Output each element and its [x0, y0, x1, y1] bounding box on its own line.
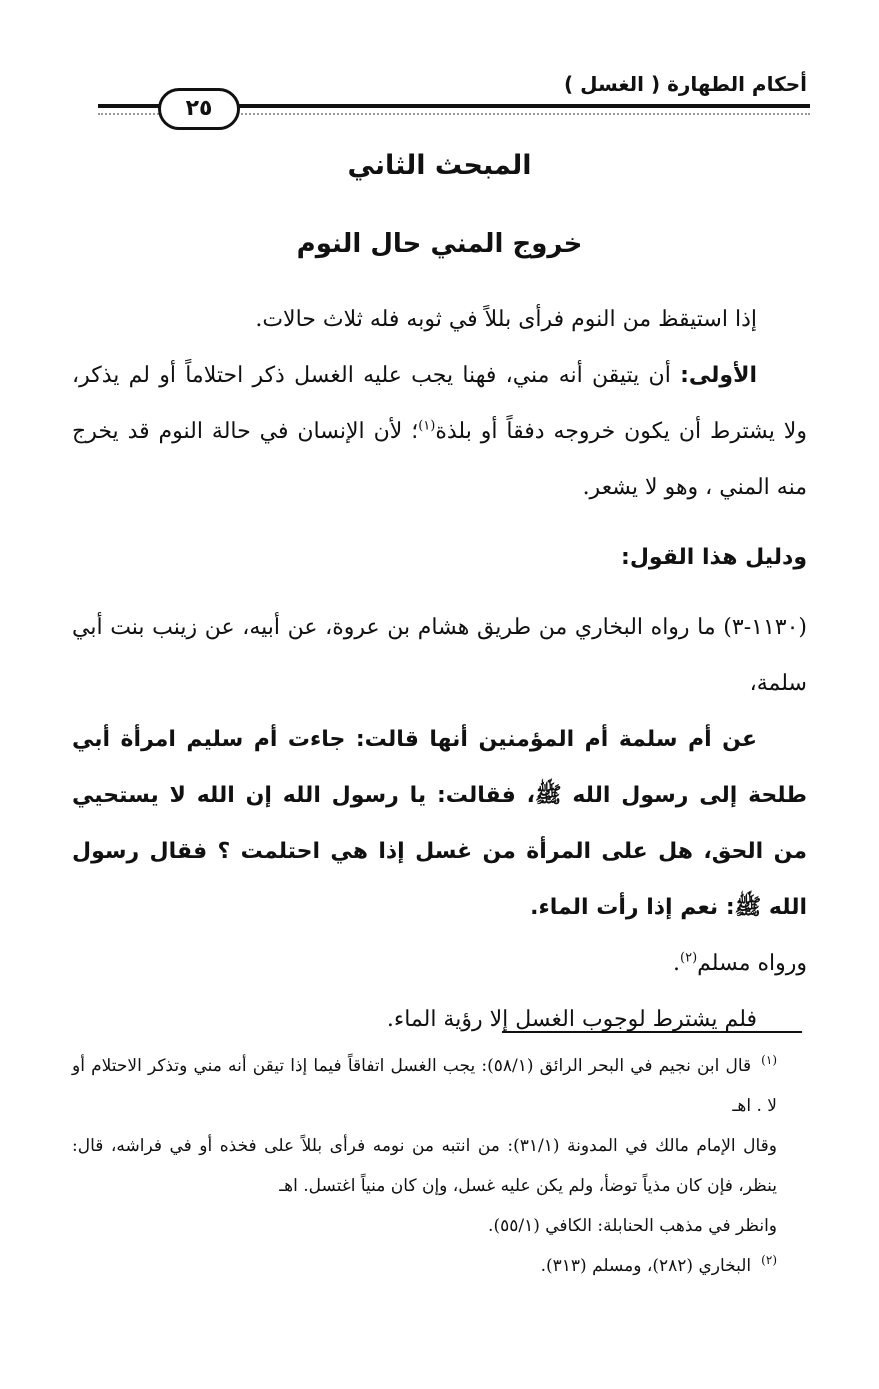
intro-paragraph: إذا استيقظ من النوم فرأى بللاً في ثوبه فله ثلاث حالات.: [255, 307, 757, 332]
footnote-2-number: (٢): [761, 1253, 777, 1268]
footnotes: [72, 1046, 807, 1286]
first-case-text-a: أن يتيقن أنه مني، فهنا يجب عليه الغسل ذكر احتلاماً أو لم يذكر، ولا يشترط أن يكون خروجه دفقاً أو بلذة: [72, 363, 807, 444]
body-text: [72, 292, 807, 1048]
muslim-text: ورواه مسلم: [697, 951, 807, 976]
first-case-text-b: ؛ لأن الإنسان في حالة النوم قد يخرج منه المني ، وهو لا يشعر.: [72, 419, 807, 500]
section-subtitle: خروج المني حال النوم: [296, 229, 583, 259]
footnote-ref-2[interactable]: (٢): [680, 950, 698, 966]
first-case-paragraph: [72, 348, 807, 516]
conclusion-paragraph: فلم يشترط لوجوب الغسل إلا رؤية الماء.: [386, 1007, 757, 1032]
evidence-heading: [72, 530, 807, 586]
footnote-1-hanabila: وانظر في مذهب الحنابلة: الكافي (٥٥/١).: [488, 1216, 777, 1236]
first-case-label: الأولى:: [680, 363, 757, 388]
footnote-separator: [502, 1031, 802, 1033]
hadith-text: عن أم سلمة أم المؤمنين أنها قالت: جاءت أم سليم امرأة أبي طلحة إلى رسول الله ﷺ، فقالت: يا رسول الله إن الله لا يستحيي من الحق، هل على المرأة من غسل إذا هي احتلمت ؟ فقال رسول الله ﷺ: نعم إذا رأت الماء.: [72, 727, 807, 920]
muslim-line: [72, 936, 807, 992]
hadith-reference: (١١٣٠-٣) ما رواه البخاري من طريق هشام بن عروة، عن أبيه، عن زينب بنت أبي سلمة،: [72, 615, 807, 696]
footnote-2-text: البخاري (٢٨٢)، ومسلم (٣١٣).: [540, 1256, 752, 1276]
footnote-ref-1[interactable]: (١): [418, 418, 436, 434]
section-title: المبحث الثاني: [347, 150, 532, 181]
footnote-1-number: (١): [761, 1053, 777, 1068]
muslim-end: .: [673, 951, 681, 976]
page-number-badge: ٢٥: [158, 88, 240, 130]
footnote-2: [72, 1246, 807, 1286]
footnote-1-malik: وقال الإمام مالك في المدونة (٣١/١): من انتبه من نومه فرأى بللاً على فخذه أو في فراشه، قال: ينظر، فإن كان مذياً توضأ، ولم يكن عليه غسل، وإن كان منياً اغتسل. اهـ: [72, 1136, 777, 1196]
evidence-heading-text: ودليل هذا القول:: [621, 545, 807, 570]
footnote-1: [72, 1046, 807, 1126]
running-header-title: أحكام الطهارة ( الغسل ): [564, 72, 807, 96]
footnote-1-text: قال ابن نجيم في البحر الرائق (٥٨/١): يجب الغسل اتفاقاً فيما إذا تيقن أنه مني وتذكر الاحتلام أو لا . اهـ: [72, 1056, 777, 1116]
